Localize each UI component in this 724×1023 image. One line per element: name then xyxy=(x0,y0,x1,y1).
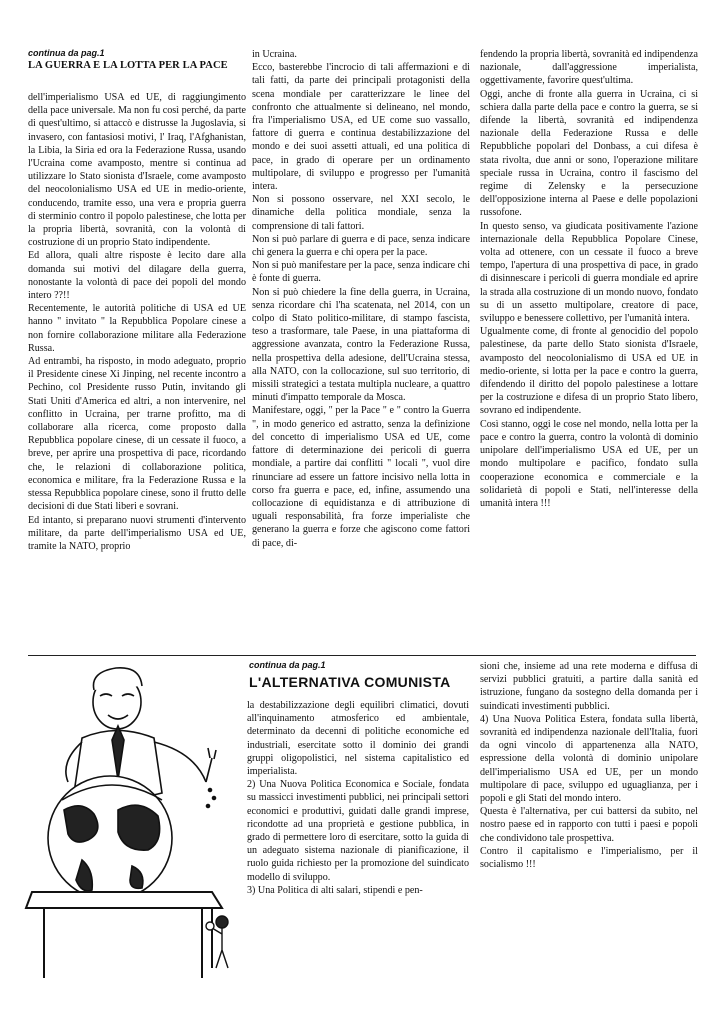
kicker-continued-bottom: continua da pag.1 xyxy=(249,660,326,670)
paragraph: Non si può chiedere la fine della guerra, in Ucraina, senza ricordare chi l'ha scatenata, nel 2014, con un colpo di Stato politico-militare, di stampo fascista, teso a trasformare, tale Paese, in una piattaforma di aggressione avanzata, contro la Federazione Russa, nella prospettiva della adesione, dell'Ucraina stessa, alla NATO, con la collocazione, sul suo territorio, di missili strategici a testata multipla nucleare, a quattro minuti d'impatto temporale da Mosca. xyxy=(252,286,470,404)
article-bottom-col-2 xyxy=(480,660,698,871)
paragraph: sioni che, insieme ad una rete moderna e diffusa di servizi pubblici gratuiti, a partire dalla sanità ed istruzione, fungano da sostegno della domanda per i suindicati investimenti pubblici. xyxy=(480,661,698,712)
table-icon xyxy=(26,892,222,978)
paragraph: Ed intanto, si preparano nuovi strumenti d'intervento militare, da parte dell'imperialismo USA ed UE, tramite la NATO, proprio xyxy=(28,514,246,552)
paragraph: 2) Una Nuova Politica Economica e Sociale, fondata su massicci investimenti pubblici, nei principali settori economici e produttivi, guidati dalle grandi imprese, ricondotte ad una proprietà e gestione pubblica, in grado di permettere loro di esercitare, sotto la guida di un adeguato sistema nazionale di pianificazione, il ruolo guida richiesto per la promozione del suindicato modello di sviluppo. xyxy=(247,779,469,883)
small-person-icon xyxy=(206,916,228,968)
paragraph: la destabilizzazione degli equilibri climatici, dovuti all'inquinamento atmosferico ed ambientale, determinato da decenni di politiche economiche ed industriali, esercitate sotto il dominio dei grandi gruppi oligopolistici, nel sistema capitalistico ed imperialista. xyxy=(247,700,469,778)
article-top-col-3 xyxy=(480,48,698,510)
paragraph: Così stanno, oggi le cose nel mondo, nella lotta per la pace e contro la guerra, contro la volontà di dominio unipolare dell'imperialismo USA ed UE, per un mondo multipolare e pacifico, fondato sulla cooperazione economica e commerciale e la solidarietà di popoli e Stati, nell'interesse della umanità intera !!! xyxy=(480,418,698,509)
article-top-col-1 xyxy=(28,48,246,553)
paragraph: Contro il capitalismo e l'imperialismo, per il socialismo !!! xyxy=(480,845,698,871)
paragraph: In questo senso, va giudicata positivamente l'azione internazionale della Repubblica Popolare Cinese, volta ad ottenere, con un cessate il fuoco a breve tempo, l'apertura di una prospettiva di pace, in grado di disinnescare i pericoli di guerra mondiale ed aprire la strada alla costruzione di un mondo nuovo, fondato su di un assetto multipolare, creatore di pace, sviluppo e benessere collettivo, per l'umanità intera. xyxy=(480,220,698,325)
paragraph: 4) Una Nuova Politica Estera, fondata sulla libertà, sovranità ed indipendenza nazionale dell'Italia, fuori da ogni vincolo di appartenenza alla NATO, espressione della volontà di dominio unipolare dell'imperialismo USA ed UE, per un mondo multipolare di pace, sviluppo ed uguaglianza, per i popoli e gli Stati del mondo intero. xyxy=(480,713,698,805)
paragraph: 3) Una Politica di alti salari, stipendi e pen- xyxy=(247,884,423,896)
paragraph: Non si può manifestare per la pace, senza indicare chi è fonte di guerra. xyxy=(252,260,470,285)
paragraph: Ecco, basterebbe l'incrocio di tali affermazioni e di tali fatti, da parte dei principali protagonisti della scena mondiale per caratterizzare le linee del confronto che attualmente si delineano, nel mondo, fra l'imperialismo USA, ed UE come suo vassallo, fattore di guerra e continua destabilizzazione del mondo e dei suoi assetti attuali, ed una politica di pace, in grado di operare per un ordinamento multipolare, di sviluppo e progresso per l'umanità intera. xyxy=(252,62,470,193)
globe-icon xyxy=(48,776,172,900)
paragraph: Ad entrambi, ha risposto, in modo adeguato, proprio il Presidente cinese Xi Jinping, nel recente incontro a Pechino, col Presidente russo Putin, invitando gli Stati Uniti d'America ed altri, a non intervenire, nel conflitto in Ucraina, per trarne profitto, ma di collaborare alla ricerca, come proposto dalla Repubblica popolare cinese, di un cessate il fuoco, a breve, per aprire una prospettiva di pace, ricordando che, le relazioni di collaborazione politica, economica e militare, fra la Federazione Russa e la stessa Repubblica popolare cinese, sono il frutto delle decisioni di due Stati liberi e sovrani. xyxy=(28,356,246,513)
article-bottom-col-1 xyxy=(247,699,469,897)
article-top-col-2 xyxy=(252,48,470,550)
paragraph: in Ucraina. xyxy=(252,49,297,60)
paragraph: Questa è l'alternativa, per cui battersi da subito, nel nostro paese ed in rapporto con tutti i paesi e popoli che condividono tale prospettiva. xyxy=(480,806,698,844)
paragraph: Non si possono osservare, nel XXI secolo, le dinamiche della politica mondiale, senza la comprensione di tali fattori. xyxy=(252,194,470,232)
paragraph: Non si può parlare di guerra e di pace, senza indicare chi genera la guerra e chi opera per la pace. xyxy=(252,233,470,259)
article-headline-bottom: L'ALTERNATIVA COMUNISTA xyxy=(249,674,451,690)
paragraph: fendendo la propria libertà, sovranità ed indipendenza nazionale, dall'aggressione imperialista, oggettivamente, favorire quest'ultima. xyxy=(480,49,698,87)
paragraph: Oggi, anche di fronte alla guerra in Ucraina, ci si schiera dalla parte della pace e contro la guerra, se si difende la libertà, sovranità ed indipendenza nazionale della Federazione Russa e delle Repubbliche popolari del Donbass, a cui difesa è stata rivolta, due anni or sono, l'operazione militare speciale russa in Ucraina, contro il fascismo del regime di Zelensky e la persecuzione dell'opposizione interna al Paese e delle popolazioni russofone. xyxy=(480,88,698,219)
paragraph: Ugualmente come, di fronte al genocidio del popolo palestinese, da parte dello Stato sionista d'Israele, avamposto del neocolonialismo di USA ed UE in medio-oriente, si lotta per la pace e contro la guerra, difendendo il diritto del popolo palestinese a lottare per la costruzione e difesa di un proprio Stato libero, sovrano ed indipendente. xyxy=(480,326,698,417)
kicker-continued: continua da pag.1 xyxy=(28,48,105,58)
cartoon-illustration xyxy=(22,660,237,990)
paragraph: dell'imperialismo USA ed UE, di raggiungimento della pace universale. Ma non fu così perché, da parte di quest'ultimo, si attaccò e distrusse la Jugoslavia, si invasero, con fantasiosi motivi, l' Iraq, l'Afghanistan, la Libia, la Siria ed ora la Federazione Russa, usando l'Ucraina come avamposto, mentre si continua ad utilizzare lo Stato sionista d'Israele, come avamposto del neocolonialismo USA ed UE in medio-oriente, conducendo, tramite esso, una vera e propria guerra di sterminio contro il popolo palestinese, che lotta per la propria libertà, sovranità, con la volontà di costruzione di un proprio Stato indipendente. xyxy=(28,92,246,249)
paragraph: Manifestare, oggi, " per la Pace " e " contro la Guerra ", in modo generico ed astratto, senza la definizione del concetto di imperialismo USA ed UE, come fattore di determinazione dei pericoli di guerra mondiale, a partire dai conflitti " locali ", vuol dire rinunciare ad essere un fattore incisivo nella lotta in corso fra guerra e pace, ed, infine, assumendo una collocazione di equidistanza e di attribuzione di uguali responsabilità, fra forze imperialiste che generano la guerra e forze che agiscono come fattori di pace, di- xyxy=(252,405,470,549)
paragraph: Recentemente, le autorità politiche di USA ed UE hanno " invitato " la Repubblica Popolare cinese a non fornire collaborazione militare alla Federazione Russa. xyxy=(28,303,246,354)
article-headline: LA GUERRA E LA LOTTA PER LA PACE xyxy=(28,60,228,71)
section-divider xyxy=(28,655,696,656)
paragraph: Ed allora, quali altre risposte è lecito dare alla domanda sui motivi del dilagare della guerra, nonostante la volontà di pace dei popoli del mondo intero ??!! xyxy=(28,250,246,302)
